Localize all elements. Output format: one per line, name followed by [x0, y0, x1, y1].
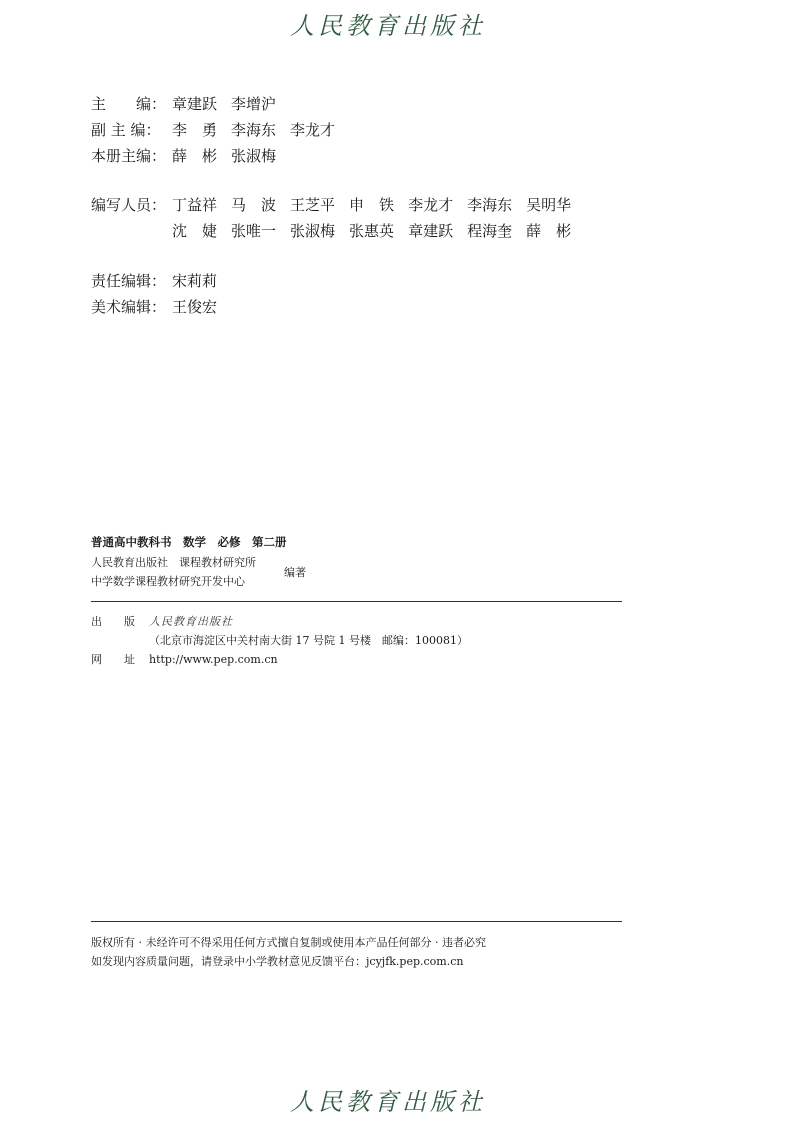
staff-editors	[91, 268, 231, 320]
deputy-editor-row	[91, 117, 349, 143]
name: 程海奎	[467, 222, 513, 240]
publisher-logo-bottom: 人民教育出版社	[290, 1088, 486, 1116]
feedback-notice: 如发现内容质量问题，请登录中小学教材意见反馈平台：jcyjfk.pep.com.cn	[91, 955, 464, 968]
writers-row-2	[91, 218, 585, 244]
name: 李龙才	[290, 121, 336, 139]
name: 张惠英	[349, 222, 395, 240]
name: 李 勇	[172, 121, 218, 139]
address-row	[91, 631, 468, 650]
volume-editor-label: 本册主编：	[91, 147, 167, 165]
name: 沈 婕	[172, 222, 218, 240]
name: 王芝平	[290, 196, 336, 214]
publisher-logo-top: 人民教育出版社	[290, 12, 486, 40]
responsible-editor-names	[172, 268, 231, 294]
name: 宋莉莉	[172, 272, 218, 290]
name: 王俊宏	[172, 298, 218, 316]
compiler-line-2: 中学数学课程教材研究开发中心	[91, 575, 245, 588]
book-title: 普通高中教科书 数学 必修 第二册	[91, 535, 287, 549]
name: 马 波	[231, 196, 277, 214]
publisher-mini-logo: 人民教育出版社	[149, 615, 233, 628]
publisher-info	[91, 612, 468, 669]
name: 薛 彬	[172, 147, 218, 165]
website-link[interactable]: http://www.pep.com.cn	[149, 653, 278, 666]
publisher-row	[91, 612, 468, 631]
compiled-label: 编著	[284, 566, 306, 579]
name: 章建跃	[408, 222, 454, 240]
art-editor-label: 美术编辑：	[91, 298, 167, 316]
publisher-label: 出 版	[91, 615, 135, 628]
chief-editor-label: 主 编：	[91, 95, 167, 113]
name: 丁益祥	[172, 196, 218, 214]
editor-credits	[91, 91, 349, 169]
writers-block	[91, 192, 585, 244]
volume-editor-row	[91, 143, 349, 169]
chief-editor-names	[172, 91, 290, 117]
responsible-editor-label: 责任编辑：	[91, 272, 167, 290]
deputy-editor-label: 副 主 编：	[91, 121, 161, 139]
name: 张唯一	[231, 222, 277, 240]
name: 申 铁	[349, 196, 395, 214]
compiler-line-1: 人民教育出版社 课程教材研究所	[91, 556, 256, 569]
deputy-editor-names	[172, 117, 349, 143]
art-editor-names	[172, 294, 231, 320]
name: 张淑梅	[290, 222, 336, 240]
name: 薛 彬	[526, 222, 572, 240]
website-row	[91, 650, 468, 669]
name: 张淑梅	[231, 147, 277, 165]
copyright-notice: 版权所有 · 未经许可不得采用任何方式擅自复制或使用本产品任何部分 · 违者必究	[91, 936, 486, 949]
publisher-address: （北京市海淀区中关村南大街 17 号院 1 号楼 邮编：100081）	[149, 634, 468, 647]
writers-names-1	[172, 192, 585, 218]
name: 李龙才	[408, 196, 454, 214]
writers-names-2	[172, 218, 585, 244]
divider-top	[91, 601, 622, 602]
name: 李海东	[467, 196, 513, 214]
writers-label: 编写人员：	[91, 196, 167, 214]
writers-row-1	[91, 192, 585, 218]
divider-bottom	[91, 921, 622, 922]
volume-editor-names	[172, 143, 290, 169]
website-label: 网 址	[91, 653, 135, 666]
responsible-editor-row	[91, 268, 231, 294]
name: 吴明华	[526, 196, 572, 214]
name: 李增沪	[231, 95, 277, 113]
art-editor-row	[91, 294, 231, 320]
name: 章建跃	[172, 95, 218, 113]
name: 李海东	[231, 121, 277, 139]
chief-editor-row	[91, 91, 349, 117]
